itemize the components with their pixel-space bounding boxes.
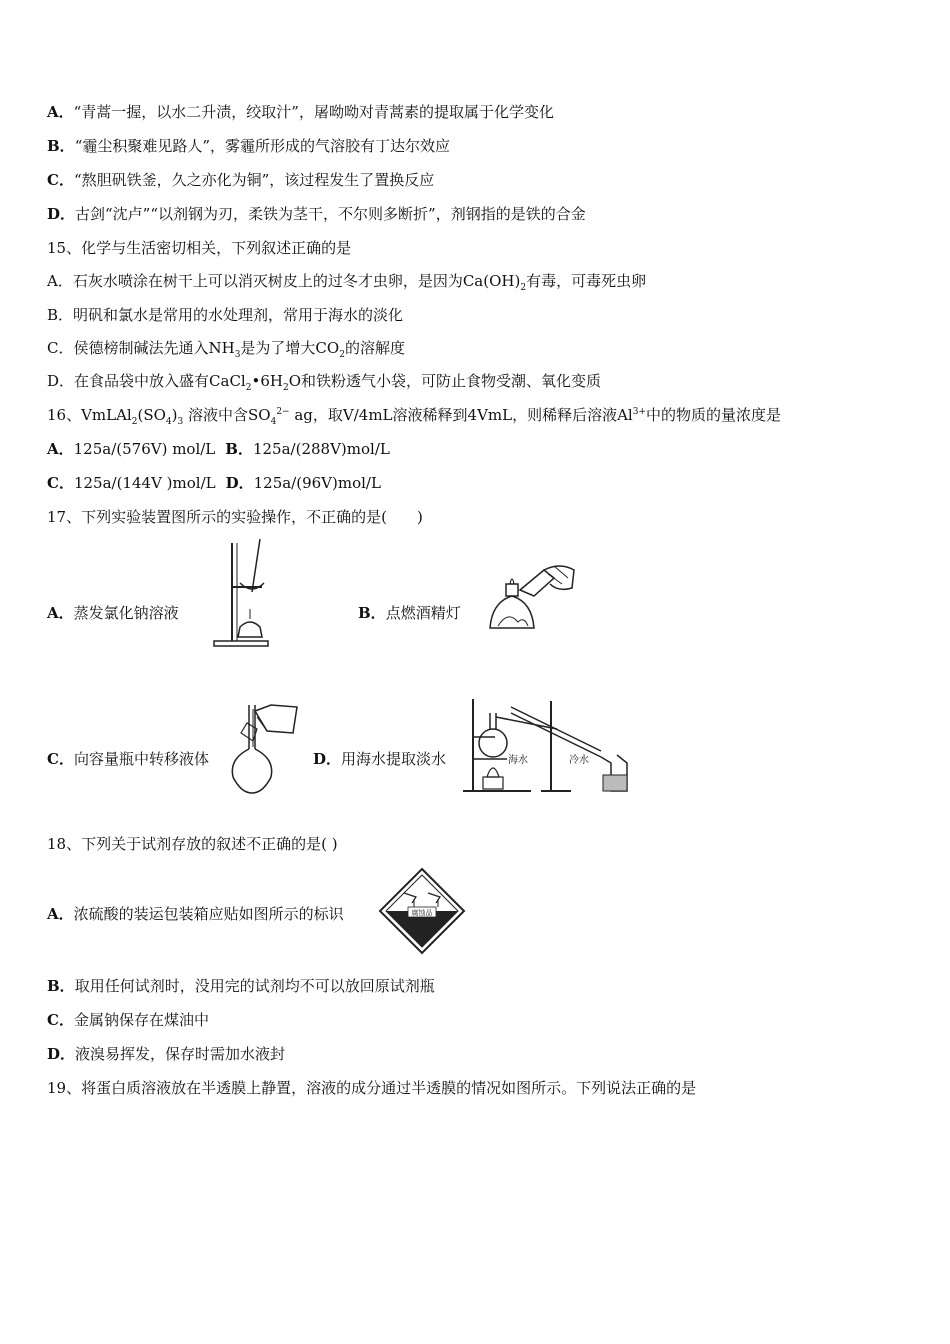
distillation-apparatus-figure <box>461 697 631 795</box>
q17-option-a: A．蒸发氯化钠溶液 <box>47 604 179 622</box>
q14-option-c <box>47 170 434 190</box>
cold-water-label: 冷水 <box>569 755 589 766</box>
q18-option-a: A．浓硫酸的装运包装箱应贴如图所示的标识 <box>47 905 344 923</box>
evaporation-apparatus-figure <box>210 537 272 649</box>
q17-option-d: D．用海水提取淡水 <box>313 750 447 768</box>
option-letter: A． <box>47 103 74 121</box>
option-text: “熬胆矾铁釜，久之亦化为铜”，该过程发生了置换反应 <box>73 171 435 189</box>
q17-stem: 17、下列实验装置图所示的实验操作，不正确的是( ) <box>47 508 423 526</box>
q18-stem: 18、下列关于试剂存放的叙述不正确的是( ) <box>47 835 338 853</box>
q19-stem: 19、将蛋白质溶液放在半透膜上静置，溶液的成分通过半透膜的情况如图所示。下列说法正确的是 <box>47 1079 697 1097</box>
option-letter: B． <box>47 137 75 155</box>
q17-option-c: C．向容量瓶中转移液体 <box>47 750 209 768</box>
q18-option-b: B．取用任何试剂时，没用完的试剂均不可以放回原试剂瓶 <box>47 977 435 995</box>
q16-options-ab: A．125a/(576V) mol/L B．125a/(288V)mol/L <box>47 440 390 458</box>
q15-option-d: D．在食品袋中放入盛有$CaCl_2•6H_2O$和铁粉透气小袋，可防止食物受潮、氧化变质 <box>47 372 601 393</box>
q14-option-b <box>47 136 450 156</box>
corrosive-label-text: 腐蚀品 <box>411 909 433 917</box>
q14-option-a <box>47 102 554 122</box>
q15-option-a: A．石灰水喷涂在树干上可以消灭树皮上的过冬才虫卵，是因为$Ca(OH)_2$有毒，可毒死虫卵 <box>47 272 647 293</box>
q17-option-b: B．点燃酒精灯 <box>358 604 461 622</box>
q16-options-cd: C．125a/(144V )mol/L D．125a/(96V)mol/L <box>47 474 381 492</box>
corrosive-hazard-label-figure <box>378 867 466 955</box>
option-text: “青蒿一握，以水二升渍，绞取汁”，屠呦呦对青蒿素的提取属于化学变化 <box>73 103 554 121</box>
q18-option-c: C．金属钠保存在煤油中 <box>47 1011 209 1029</box>
volumetric-flask-transfer-figure <box>227 703 299 795</box>
alcohol-lamp-lighting-figure <box>484 560 578 636</box>
q18-option-d: D．液溴易挥发，保存时需加水液封 <box>47 1045 286 1063</box>
q15-option-c: C．侯德榜制碱法先通入$NH_3$是为了增大$CO_2$的溶解度 <box>47 339 405 360</box>
q15-option-b: B．明矾和氯水是常用的水处理剂，常用于海水的淡化 <box>47 306 404 324</box>
option-letter: C． <box>47 171 74 189</box>
q16-stem: 16、$VmLAl_2(SO_4)_3$ 溶液中含$SO_4^{2-}$ ag，取V/4mL溶液稀释到4VmL，则稀释后溶液$Al^{3+}$中的物质的量浓度是 <box>47 406 782 427</box>
option-text: 古剑“沈卢”“以剂钢为刃，柔铁为茎干，不尔则多断折”，剂钢指的是铁的合金 <box>75 205 586 223</box>
sea-water-label: 海水 <box>508 755 528 766</box>
option-text: “霾尘积聚难见路人”，雾霾所形成的气溶胶有丁达尔效应 <box>74 137 451 155</box>
q15-stem: 15、化学与生活密切相关，下列叙述正确的是 <box>47 239 352 257</box>
q14-option-d <box>47 204 586 224</box>
option-letter: D． <box>47 205 76 223</box>
